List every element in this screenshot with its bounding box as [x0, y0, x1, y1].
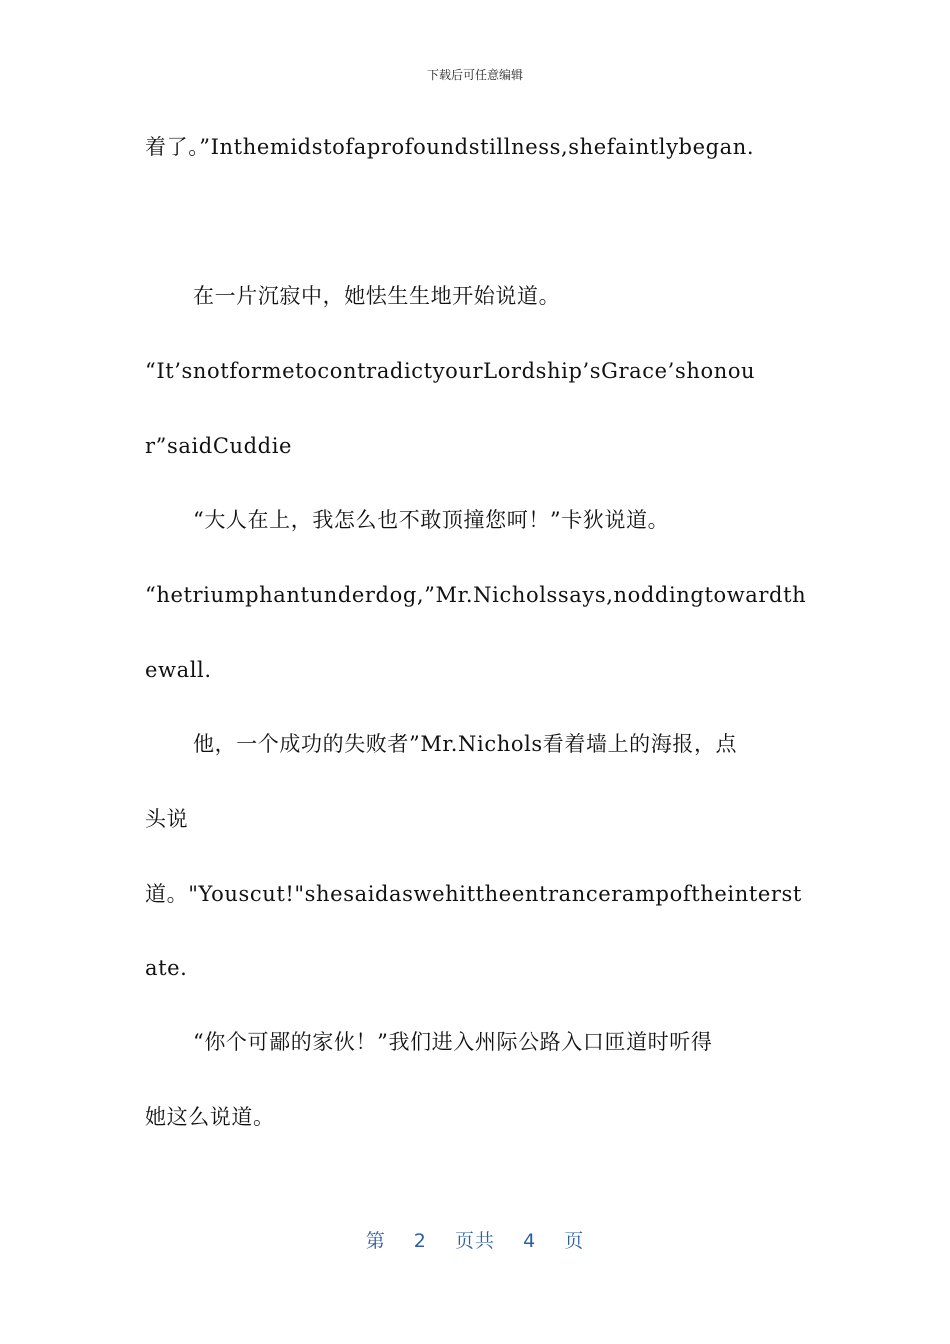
text-line-12: “你个可鄙的家伙！”我们进入州际公路入口匝道时听得	[193, 1030, 713, 1054]
text-line-11: ate.	[145, 956, 188, 980]
text-line-6: “hetriumphantunderdog,”Mr.Nicholssays,noddingtowardth	[145, 583, 807, 607]
footer-middle: 页共	[454, 1230, 495, 1252]
page-number-footer	[0, 1226, 950, 1253]
text-line-8: 他，一个成功的失败者”Mr.Nichols看着墙上的海报，点	[193, 732, 738, 756]
footer-current-page: 2	[413, 1230, 427, 1252]
text-line-3: “It’snotformetocontradictyourLordship’sGrace’shonou	[145, 359, 756, 383]
footer-total-pages: 4	[523, 1230, 537, 1252]
text-line-7: ewall.	[145, 658, 212, 682]
text-line-13: 她这么说道。	[145, 1105, 275, 1129]
text-line-2: 在一片沉寂中，她怯生生地开始说道。	[193, 284, 561, 308]
text-line-1: 着了。”Inthemidstofaprofoundstillness,shefaintlybegan.	[145, 135, 755, 159]
text-line-5: “大人在上，我怎么也不敢顶撞您呵！”卡狄说道。	[193, 508, 670, 532]
page-header-note: 下载后可任意编辑	[426, 68, 523, 82]
footer-prefix: 第	[365, 1230, 386, 1252]
footer-suffix: 页	[564, 1230, 585, 1252]
text-line-4: r”saidCuddie	[145, 434, 293, 458]
text-line-10: 道。"Youscut!"shesaidaswehittheentrancerampoftheinterst	[145, 882, 802, 906]
text-line-9: 头说	[145, 807, 189, 831]
